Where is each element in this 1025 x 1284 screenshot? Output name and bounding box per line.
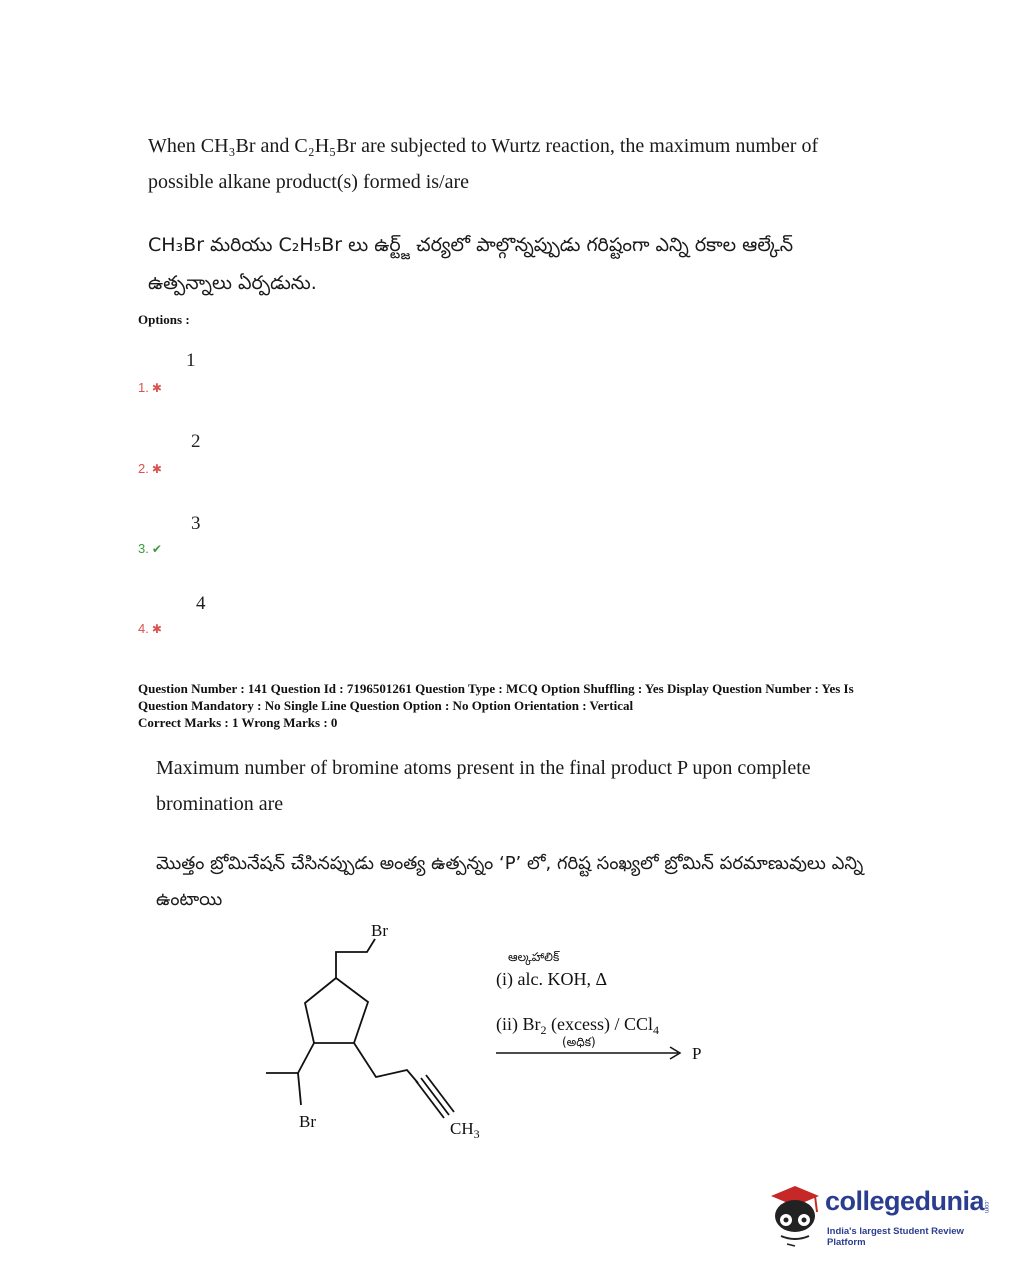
question-1-telugu <box>148 226 878 302</box>
option-1-value: 1 <box>186 350 196 371</box>
option-1-number: 1. <box>138 380 149 395</box>
collegedunia-logo[interactable] <box>765 1178 1000 1248</box>
reagent-step-1: (i) alc. KOH, Δ <box>496 969 608 989</box>
option-1[interactable] <box>138 380 162 395</box>
question-1-english <box>148 128 878 200</box>
question-1-english-line-2: possible alkane product(s) formed is/are <box>148 171 470 193</box>
question-2-english <box>156 750 876 822</box>
question-1-telugu-line-2: ఉత్పన్నాలు ఏర్పడును. <box>148 272 317 294</box>
question-2-telugu <box>156 846 876 918</box>
bromoethyl-chain <box>336 939 375 978</box>
product-label: P <box>692 1044 702 1063</box>
option-3-value: 3 <box>191 513 201 534</box>
question-1-telugu-line-1: CH₃Br మరియు C₂H₅Br లు ఉర్ట్జ్ చర్యలో పాల్గొన్నప్పుడు గరిష్టంగా ఎన్ని రకాల ఆల్కేన్ <box>148 234 794 256</box>
option-3-number: 3. <box>138 541 149 556</box>
isopropyl-branch <box>266 1043 314 1073</box>
question-2-telugu-line-1: మొత్తం బ్రోమినేషన్ చేసినప్పుడు అంత్య ఉత్పన్నం ‘P’ లో, గరిష్ట సంఖ్యలో బ్రోమిన్ పరమాణువులు ఎన్ని <box>156 853 864 874</box>
cross-icon: ✱ <box>151 381 162 395</box>
logo-wordmark: collegedunia <box>825 1186 985 1216</box>
telugu-alcoholic-label: ఆల్కహాలిక్ <box>508 950 560 964</box>
propyl-chain <box>354 1043 418 1083</box>
triple-bond-line-3 <box>426 1075 454 1112</box>
logo-dotcom: .com <box>983 1200 989 1214</box>
telugu-excess-label: (అధిక) <box>562 1035 596 1049</box>
triple-bond-line-1 <box>416 1081 444 1118</box>
cross-icon: ✱ <box>151 622 162 636</box>
question-meta-line-3: Correct Marks : 1 Wrong Marks : 0 <box>138 715 338 730</box>
option-2-number: 2. <box>138 461 149 476</box>
br-top-label: Br <box>371 921 388 940</box>
triple-bond-line-2 <box>421 1078 449 1115</box>
question-2-telugu-line-2: ఉంటాయి <box>156 889 223 910</box>
question-2-english-line-2: bromination are <box>156 793 284 815</box>
reagent-step-2: (ii) $Br_2$ (excess) / CCl$_4$ <box>496 1014 659 1037</box>
question-meta-line-1: Question Number : 141 Question Id : 7196501261 Question Type : MCQ Option Shuffling : Yes Display Question Number : Yes Is <box>138 681 854 696</box>
option-2-value: 2 <box>191 431 201 452</box>
question-2-english-line-1: Maximum number of bromine atoms present in the final product P upon complete <box>156 757 811 779</box>
cross-icon: ✱ <box>151 462 162 476</box>
reaction-scheme <box>250 915 730 1145</box>
br-bottom-label: Br <box>299 1112 316 1131</box>
option-2[interactable] <box>138 461 162 476</box>
options-label: Options : <box>138 312 190 327</box>
option-4[interactable] <box>138 621 162 636</box>
question-1-english-line-1: When CH₃Br and C₂H₅Br are subjected to Wurtz reaction, the maximum number of <box>148 135 819 157</box>
c-br-bond <box>298 1073 301 1105</box>
question-meta-line-2: Question Mandatory : No Single Line Question Option : No Option Orientation : Vertical <box>138 698 634 713</box>
ch3-label: $CH_3$ <box>450 1119 480 1141</box>
question-meta <box>138 680 938 731</box>
molecule-structure <box>266 939 454 1118</box>
logo-tagline: India's largest Student Review Platform <box>827 1226 964 1248</box>
option-3[interactable] <box>138 541 162 556</box>
option-4-number: 4. <box>138 621 149 636</box>
mascot-icon <box>765 1178 825 1248</box>
check-icon: ✔ <box>151 542 162 556</box>
option-4-value: 4 <box>196 593 206 614</box>
cyclopentane-ring <box>305 978 368 1043</box>
